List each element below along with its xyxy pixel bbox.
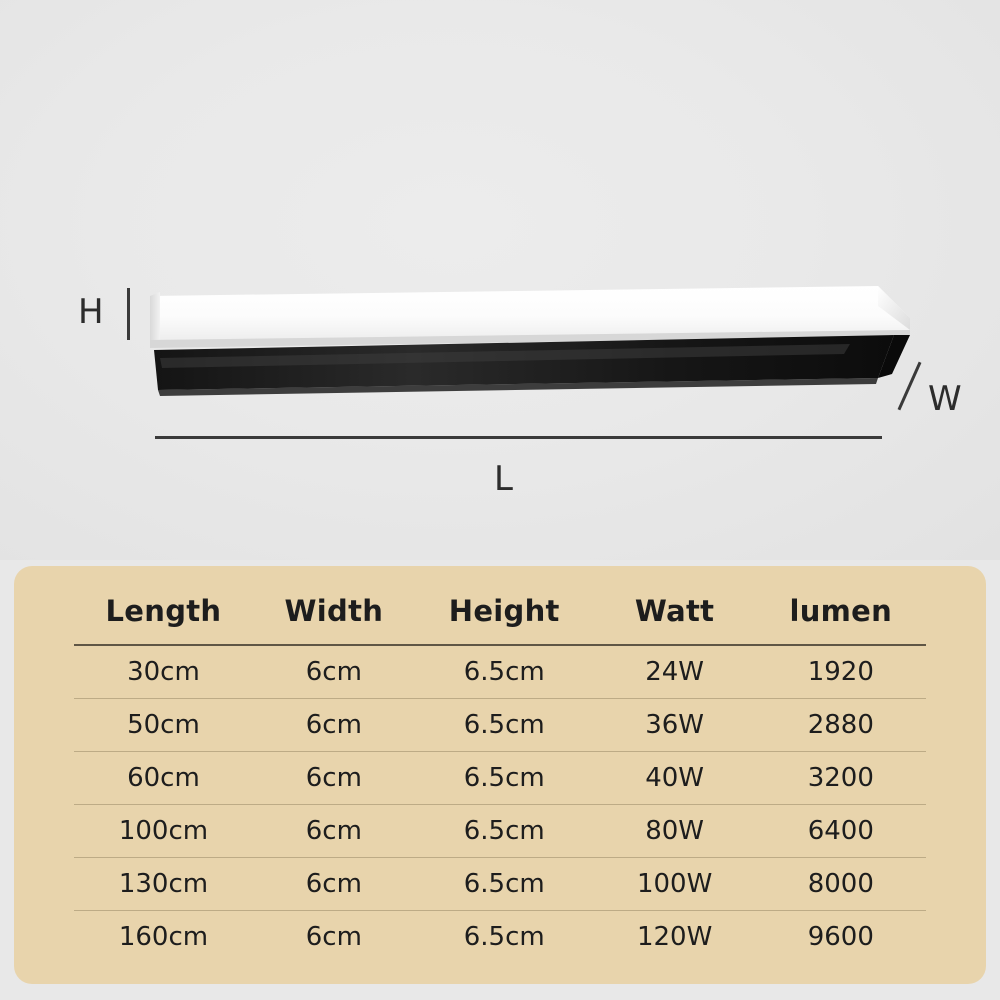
cell-width: 6cm — [305, 922, 362, 952]
cell-lumen: 1920 — [807, 657, 874, 687]
cell-height: 6.5cm — [463, 763, 545, 793]
cell-height: 6.5cm — [463, 816, 545, 846]
cell-watt: 120W — [636, 922, 713, 952]
table-header-row — [74, 588, 926, 645]
cell-length: 30cm — [127, 657, 200, 687]
cell-length: 130cm — [118, 869, 209, 899]
cell-width: 6cm — [305, 816, 362, 846]
column-header-watt: Watt — [634, 594, 715, 628]
cell-lumen: 8000 — [807, 869, 874, 899]
column-header-length: Length — [105, 594, 222, 628]
table-row — [74, 858, 926, 911]
table-row — [74, 699, 926, 752]
linear-lamp-illustration — [150, 278, 910, 403]
cell-height: 6.5cm — [463, 869, 545, 899]
column-header-lumen: lumen — [789, 594, 893, 628]
cell-watt: 40W — [645, 763, 705, 793]
cell-length: 100cm — [118, 816, 209, 846]
cell-width: 6cm — [305, 710, 362, 740]
cell-length: 60cm — [127, 763, 200, 793]
cell-height: 6.5cm — [463, 922, 545, 952]
height-dimension-label: H — [78, 292, 104, 332]
cell-lumen: 9600 — [807, 922, 874, 952]
specification-table — [74, 588, 926, 963]
cell-height: 6.5cm — [463, 657, 545, 687]
length-dimension-line — [155, 436, 882, 439]
table-body — [74, 645, 926, 963]
cell-watt: 80W — [645, 816, 705, 846]
cell-watt: 24W — [645, 657, 705, 687]
height-dimension-tick — [127, 288, 130, 340]
table-row — [74, 805, 926, 858]
cell-height: 6.5cm — [463, 710, 545, 740]
column-header-width: Width — [284, 594, 384, 628]
length-dimension-label: L — [494, 459, 513, 499]
cell-width: 6cm — [305, 657, 362, 687]
column-header-height: Height — [448, 594, 560, 628]
cell-lumen: 3200 — [807, 763, 874, 793]
cell-watt: 100W — [636, 869, 713, 899]
cell-length: 50cm — [127, 710, 200, 740]
width-dimension-label: W — [928, 379, 962, 419]
table-header — [74, 588, 926, 645]
specification-panel — [14, 566, 986, 984]
cell-width: 6cm — [305, 869, 362, 899]
cell-width: 6cm — [305, 763, 362, 793]
table-row — [74, 911, 926, 964]
cell-length: 160cm — [118, 922, 209, 952]
cell-watt: 36W — [645, 710, 705, 740]
table-row — [74, 645, 926, 699]
table-row — [74, 752, 926, 805]
cell-lumen: 6400 — [807, 816, 874, 846]
cell-lumen: 2880 — [807, 710, 874, 740]
